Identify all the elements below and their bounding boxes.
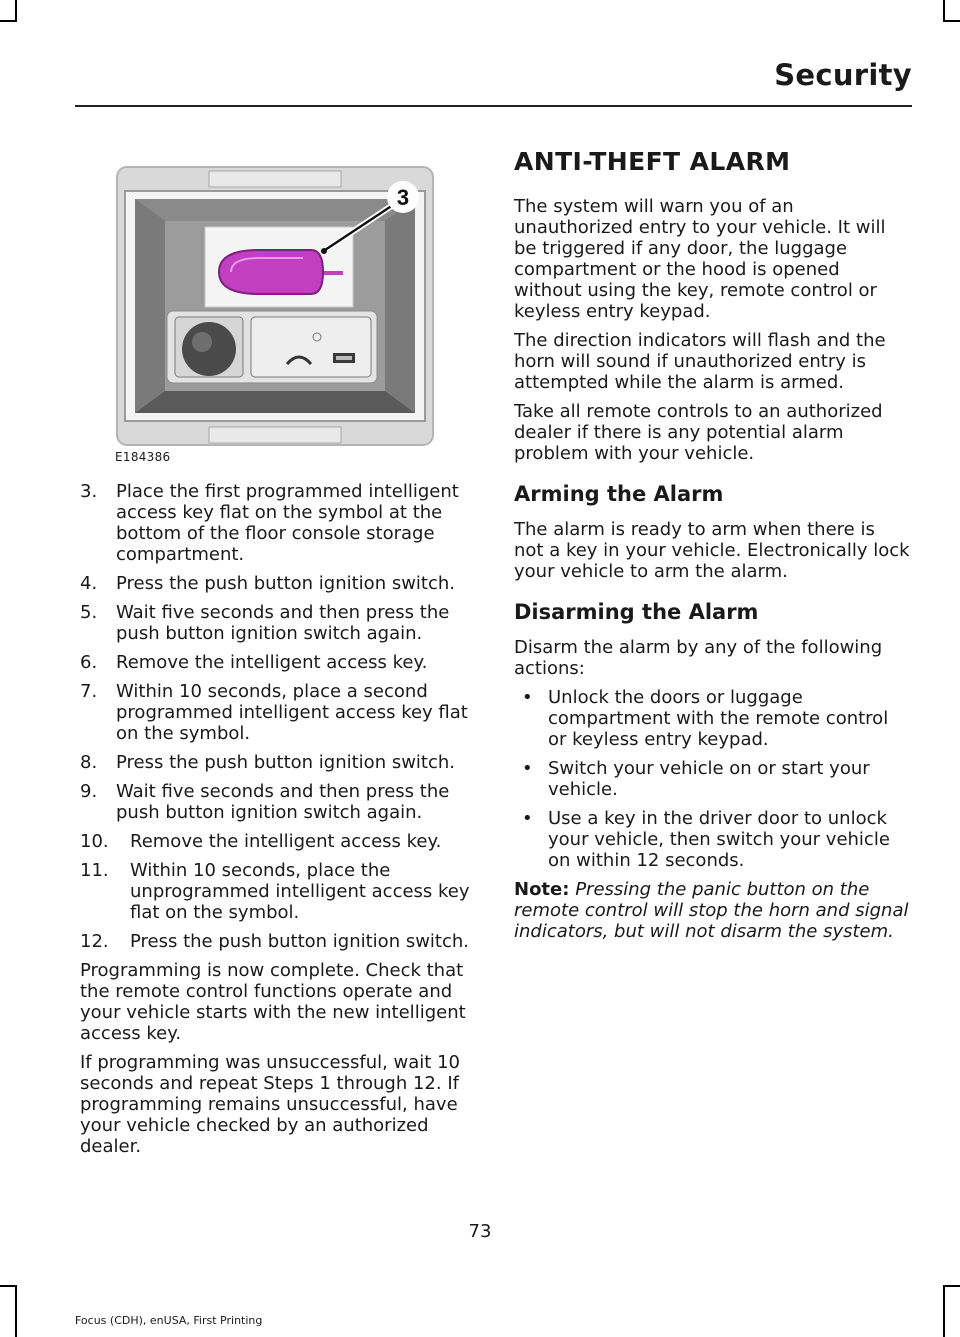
note-text: Pressing the panic button on the remote control will stop the horn and signal indicators, but will not disarm the system. xyxy=(514,879,909,942)
bullet-text: Use a key in the driver door to unlock your vehicle, then switch your vehicle on within 12 seconds. xyxy=(548,808,890,871)
step-number: 4. xyxy=(80,573,98,594)
step-number: 5. xyxy=(80,602,98,623)
step-text: Press the push button ignition switch. xyxy=(116,752,456,773)
list-item xyxy=(80,752,475,773)
step-number: 8. xyxy=(80,752,98,773)
disarming-actions-list xyxy=(514,687,910,871)
crop-mark-top-right-v xyxy=(943,0,945,22)
crop-mark-bottom-right-h xyxy=(943,1285,960,1287)
bullet-glyph: • xyxy=(522,687,533,708)
step-number: 6. xyxy=(80,652,98,673)
note-paragraph xyxy=(514,879,910,942)
left-column xyxy=(80,481,475,1165)
list-item xyxy=(514,687,910,750)
step-text: Wait five seconds and then press the push button ignition switch again. xyxy=(116,602,450,644)
bullet-text: Unlock the doors or luggage compartment with the remote control or keyless entry keypad. xyxy=(548,687,889,750)
crop-mark-top-left-h xyxy=(0,20,17,22)
crop-mark-top-left-v xyxy=(15,0,17,22)
crop-mark-bottom-right-v xyxy=(943,1285,945,1337)
list-item xyxy=(80,681,475,744)
section-heading: ANTI-THEFT ALARM xyxy=(514,147,791,176)
step-number: 12. xyxy=(80,931,109,952)
alarm-indicators-paragraph: The direction indicators will flash and the horn will sound if unauthorized entry is attempted while the alarm is armed. xyxy=(514,330,886,393)
step-text: Press the push button ignition switch. xyxy=(130,931,470,952)
list-item xyxy=(80,781,475,823)
step-text: Within 10 seconds, place the unprogrammed intelligent access key flat on the symbol. xyxy=(130,860,470,923)
footer-edition: Focus (CDH), enUSA, First Printing xyxy=(75,1314,263,1327)
list-item xyxy=(80,860,475,923)
list-item xyxy=(80,931,475,952)
step-number: 7. xyxy=(80,681,98,702)
step-number: 9. xyxy=(80,781,98,802)
disarming-intro: Disarm the alarm by any of the following actions: xyxy=(514,637,883,679)
note-label: Note: xyxy=(514,879,570,900)
step-number: 10. xyxy=(80,831,109,852)
list-item xyxy=(80,831,475,852)
step-text: Remove the intelligent access key. xyxy=(130,831,442,852)
programming-unsuccessful-paragraph: If programming was unsuccessful, wait 10 seconds and repeat Steps 1 through 12. If programming remains unsuccessful, have your vehicle checked by an authorized dealer. xyxy=(80,1052,460,1157)
console-storage-illustration xyxy=(115,165,435,447)
step-number: 3. xyxy=(80,481,98,502)
programming-complete-paragraph: Programming is now complete. Check that the remote control functions operate and your vehicle starts with the new intelligent access key. xyxy=(80,960,466,1044)
bullet-glyph: • xyxy=(522,808,533,829)
bullet-glyph: • xyxy=(522,758,533,779)
arming-paragraph: The alarm is ready to arm when there is not a key in your vehicle. Electronically lock your vehicle to arm the alarm. xyxy=(514,519,910,582)
step-text: Wait five seconds and then press the push button ignition switch again. xyxy=(116,781,450,823)
bullet-text: Switch your vehicle on or start your vehicle. xyxy=(548,758,870,800)
list-item xyxy=(514,758,910,800)
procedure-steps xyxy=(80,481,475,952)
page-number: 73 xyxy=(468,1221,492,1242)
list-item xyxy=(80,602,475,644)
header-divider xyxy=(75,105,912,107)
arming-heading: Arming the Alarm xyxy=(514,482,724,506)
crop-mark-bottom-left-v xyxy=(15,1285,17,1337)
disarming-heading: Disarming the Alarm xyxy=(514,600,759,624)
step-number: 11. xyxy=(80,860,109,881)
alarm-intro-paragraph: The system will warn you of an unauthorized entry to your vehicle. It will be triggered if any door, the luggage compartment or the hood is opened without using the key, remote control or keyless entry keypad. xyxy=(514,196,886,322)
list-item xyxy=(80,481,475,565)
crop-mark-bottom-left-h xyxy=(0,1285,17,1287)
list-item xyxy=(80,573,475,594)
alarm-dealer-paragraph: Take all remote controls to an authorized dealer if there is any potential alarm problem with your vehicle. xyxy=(514,401,883,464)
right-column xyxy=(514,148,910,950)
step-text: Within 10 seconds, place a second programmed intelligent access key flat on the symbol. xyxy=(116,681,468,744)
list-item xyxy=(514,808,910,871)
page-title: Security xyxy=(774,58,912,92)
crop-mark-top-right-h xyxy=(943,20,960,22)
step-text: Press the push button ignition switch. xyxy=(116,573,456,594)
step-text: Remove the intelligent access key. xyxy=(116,652,428,673)
list-item xyxy=(80,652,475,673)
callout-number: 3 xyxy=(396,185,410,210)
step-text: Place the first programmed intelligent access key flat on the symbol at the bottom of the floor console storage compartment. xyxy=(116,481,459,565)
figure-id: E184386 xyxy=(115,450,171,464)
